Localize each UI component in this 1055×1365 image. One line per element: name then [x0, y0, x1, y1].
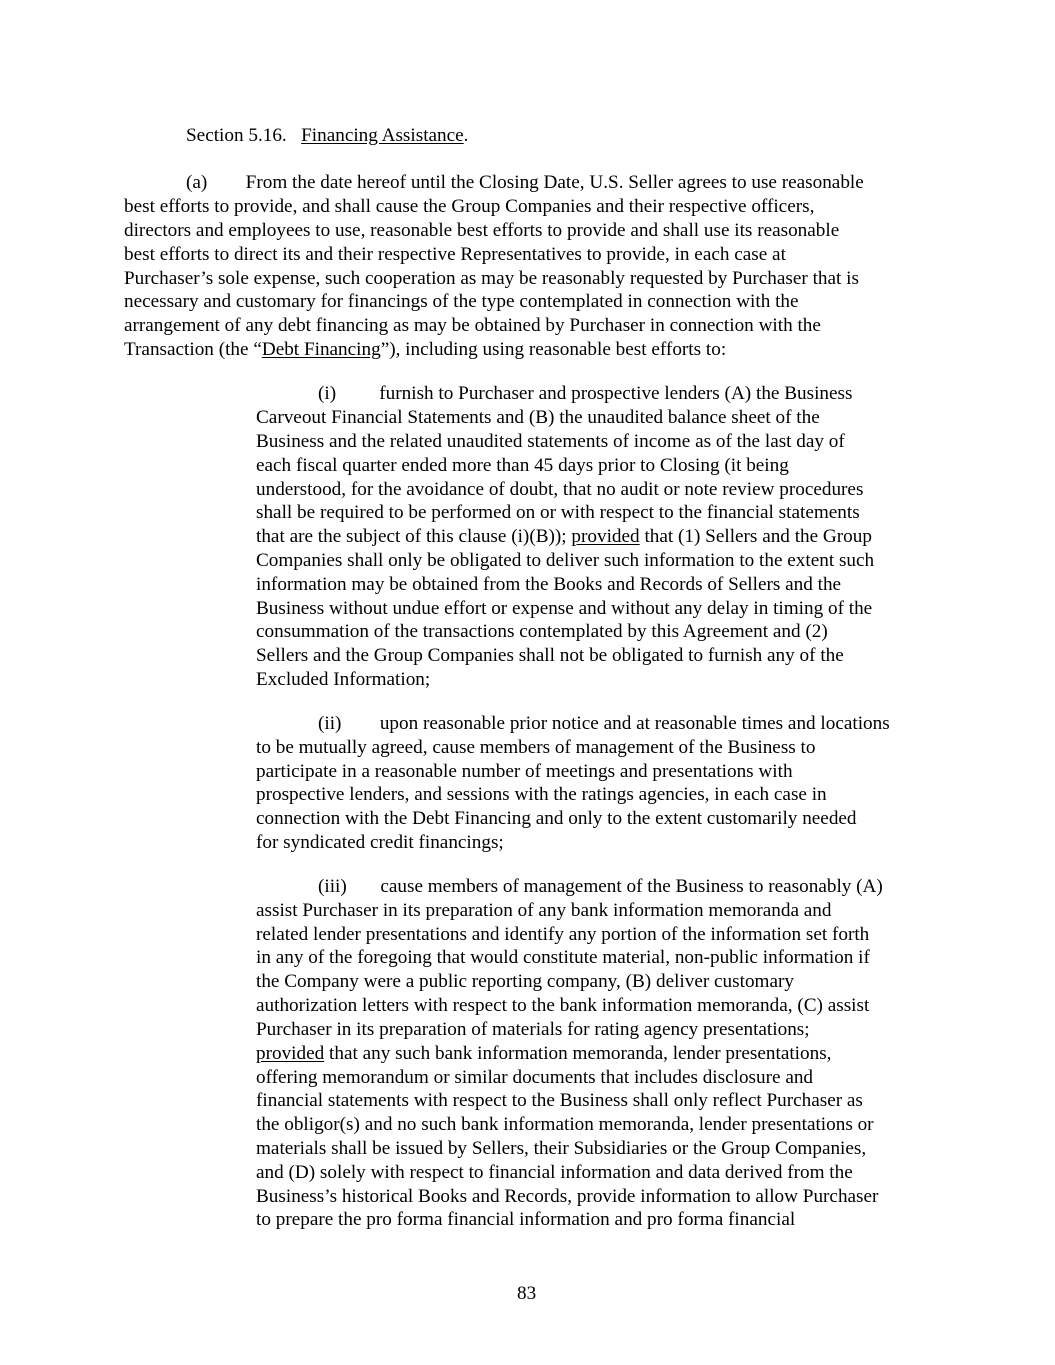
clause-line: Business and the related unaudited statements of income as of the last day of — [256, 431, 845, 452]
paragraph-line: Transaction (the “Debt Financing”), including using reasonable best efforts to: — [124, 339, 727, 360]
clause-line: provided that any such bank information memoranda, lender presentations, — [256, 1043, 832, 1064]
clause-line: connection with the Debt Financing and only to the extent customarily needed — [256, 808, 857, 829]
clause-line: information may be obtained from the Books and Records of Sellers and the — [256, 574, 842, 595]
clause-line: assist Purchaser in its preparation of any bank information memoranda and — [256, 900, 832, 921]
clause-line: financial statements with respect to the Business shall only reflect Purchaser as — [256, 1090, 863, 1111]
clause-line: participate in a reasonable number of meetings and presentations with — [256, 761, 793, 782]
clause-line: (iii) cause members of management of the Business to reasonably (A) — [318, 876, 883, 897]
clause-line: Purchaser in its preparation of materials for rating agency presentations; — [256, 1019, 810, 1040]
clause-line: each fiscal quarter ended more than 45 days prior to Closing (it being — [256, 455, 789, 476]
paragraph-line: (a) From the date hereof until the Closing Date, U.S. Seller agrees to use reasonable — [186, 172, 864, 193]
proviso-term: provided — [256, 1043, 325, 1064]
proviso-term: provided — [571, 526, 640, 547]
clause-line: consummation of the transactions contemplated by this Agreement and (2) — [256, 621, 828, 642]
page-number: 83 — [517, 1283, 537, 1304]
clause-line: and (D) solely with respect to financial information and data derived from the — [256, 1162, 853, 1183]
clause-line: in any of the foregoing that would constitute material, non-public information if — [256, 947, 870, 968]
clause-line: to be mutually agreed, cause members of management of the Business to — [256, 737, 816, 758]
clause-line: Carveout Financial Statements and (B) the unaudited balance sheet of the — [256, 407, 820, 428]
clause-line: (i) furnish to Purchaser and prospective lenders (A) the Business — [318, 383, 853, 404]
clause-line: Business’s historical Books and Records, provide information to allow Purchaser — [256, 1186, 879, 1207]
paragraph-line: directors and employees to use, reasonable best efforts to provide and shall use its reasonable — [124, 220, 840, 241]
clause-line: the obligor(s) and no such bank information memoranda, lender presentations or — [256, 1114, 874, 1135]
clause-line: related lender presentations and identify any portion of the information set forth — [256, 924, 870, 945]
clause-line: prospective lenders, and sessions with the ratings agencies, in each case in — [256, 784, 827, 805]
paragraph-line: necessary and customary for financings of the type contemplated in connection with the — [124, 291, 799, 312]
defined-term-debt-financing: Debt Financing — [261, 339, 381, 360]
paragraph-line: best efforts to direct its and their respective Representatives to provide, in each case at — [124, 244, 786, 265]
clause-line: Companies shall only be obligated to deliver such information to the extent such — [256, 550, 875, 571]
clause-line: Excluded Information; — [256, 669, 431, 690]
clause-line: that are the subject of this clause (i)(B)); provided that (1) Sellers and the Group — [256, 526, 872, 547]
clause-line: shall be required to be performed on or with respect to the financial statements — [256, 502, 860, 523]
paragraph-line: arrangement of any debt financing as may be obtained by Purchaser in connection with the — [124, 315, 821, 336]
clause-line: (ii) upon reasonable prior notice and at reasonable times and locations — [318, 713, 890, 734]
paragraph-line: best efforts to provide, and shall cause the Group Companies and their respective officers, — [124, 196, 815, 217]
clause-line: authorization letters with respect to the bank information memoranda, (C) assist — [256, 995, 870, 1016]
clause-line: the Company were a public reporting company, (B) deliver customary — [256, 971, 794, 992]
clause-line: Business without undue effort or expense and without any delay in timing of the — [256, 598, 873, 619]
clause-line: to prepare the pro forma financial information and pro forma financial — [256, 1209, 796, 1230]
paragraph-line: Purchaser’s sole expense, such cooperation as may be reasonably requested by Purchaser that is — [124, 268, 859, 289]
clause-line: understood, for the avoidance of doubt, that no audit or note review procedures — [256, 479, 864, 500]
clause-line: for syndicated credit financings; — [256, 832, 504, 853]
section-title: Financing Assistance — [301, 125, 464, 146]
section-heading: Section 5.16. Financing Assistance. — [186, 125, 469, 146]
clause-line: Sellers and the Group Companies shall not be obligated to furnish any of the — [256, 645, 844, 666]
clause-line: offering memorandum or similar documents that includes disclosure and — [256, 1067, 814, 1088]
clause-line: materials shall be issued by Sellers, their Subsidiaries or the Group Companies, — [256, 1138, 867, 1159]
